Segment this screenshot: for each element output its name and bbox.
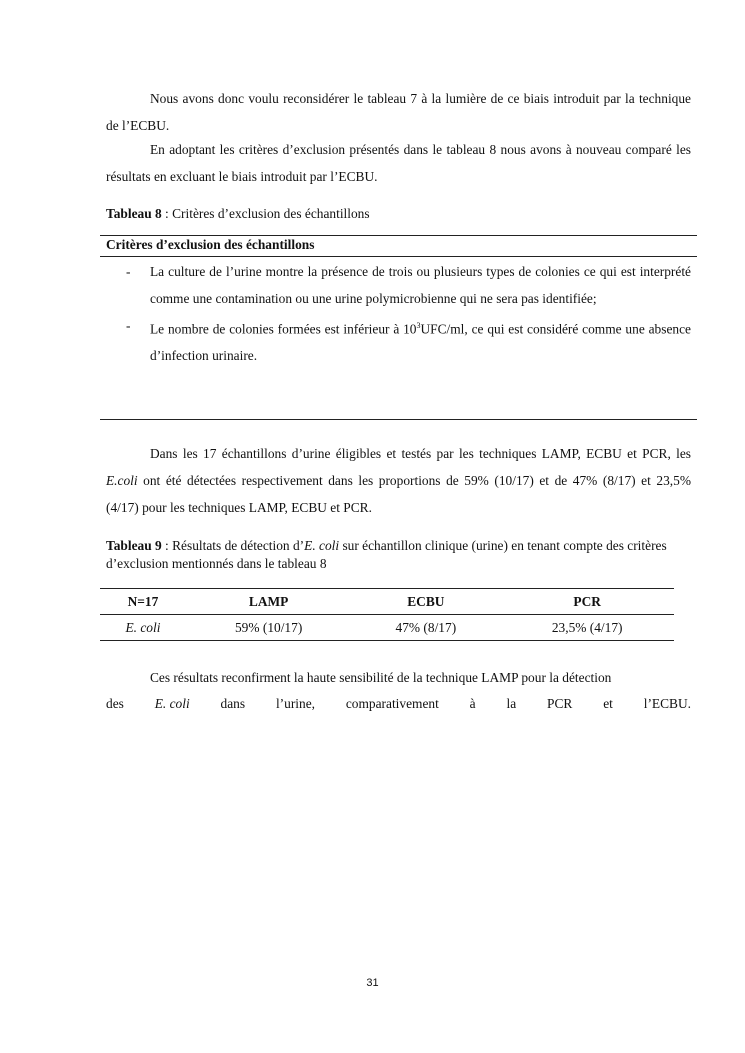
conclusion-word: l’urine, bbox=[275, 696, 315, 711]
conclusion-word: la bbox=[506, 696, 517, 711]
conclusion-line-2 bbox=[106, 690, 691, 717]
conclusion-word: comparativement bbox=[345, 696, 439, 711]
conclusion-word: l’ECBU. bbox=[643, 696, 691, 711]
table9-header-ecbu: ECBU bbox=[351, 589, 500, 615]
table8-caption-text: : Critères d’exclusion des échantillons bbox=[161, 206, 370, 221]
conclusion-line-1: Ces résultats reconfirment la haute sensibilité de la technique LAMP pour la détection bbox=[150, 670, 612, 685]
table9-caption-a: : Résultats de détection d’ bbox=[161, 538, 305, 553]
table9-caption bbox=[106, 537, 691, 573]
table8-caption-label: Tableau 8 bbox=[106, 206, 162, 221]
list-dash: - bbox=[126, 264, 131, 279]
table9-cell-pcr: 23,5% (4/17) bbox=[500, 615, 674, 641]
table9-header-n: N=17 bbox=[100, 589, 186, 615]
criterion-exponent: 3 bbox=[416, 321, 421, 330]
table8-header: Critères d’exclusion des échantillons bbox=[106, 237, 315, 252]
conclusion-word: et bbox=[603, 696, 613, 711]
results-text-a: Dans les 17 échantillons d’urine éligibles et testés par les techniques LAMP, ECBU et PCR, les bbox=[150, 446, 691, 461]
criterion-text-before: Le nombre de colonies formées est inférieur à 10 bbox=[150, 321, 417, 337]
list-dash: - bbox=[126, 318, 131, 333]
results-species: E.coli bbox=[106, 473, 138, 488]
intro-paragraph-1: Nous avons donc voulu reconsidérer le tableau 7 à la lumière de ce biais introduit par la technique de l’ECBU. bbox=[106, 91, 691, 133]
table-row bbox=[100, 615, 674, 641]
table8-top-rule bbox=[100, 235, 697, 236]
criterion-text-after: UFC/ml, ce qui est considéré comme une absence d’infection urinaire. bbox=[150, 321, 691, 364]
table8-caption bbox=[106, 205, 691, 223]
conclusion-word: à bbox=[469, 696, 476, 711]
conclusion-word: PCR bbox=[547, 696, 573, 711]
conclusion-word: des bbox=[106, 696, 124, 711]
criterion-item bbox=[106, 312, 691, 369]
table9-header-lamp: LAMP bbox=[186, 589, 351, 615]
table9-caption-species: E. coli bbox=[304, 538, 340, 553]
table9-header-row bbox=[100, 589, 674, 615]
results-text-b: ont été détectées respectivement dans les proportions de 59% (10/17) et de 47% (8/17) et 23,5% (4/17) pour les techniques LAMP, ECBU et PCR. bbox=[106, 473, 691, 515]
conclusion-word: dans bbox=[220, 696, 246, 711]
table9-caption-label: Tableau 9 bbox=[106, 538, 162, 553]
results-paragraph bbox=[106, 440, 691, 521]
table9-caption-b: sur échantillon clinique (urine) en tenant compte des critères d’exclusion mentionnés dans le tableau 8 bbox=[106, 538, 667, 571]
criterion-item bbox=[106, 258, 691, 312]
table8-header-rule bbox=[100, 256, 697, 257]
intro-paragraph-2: En adoptant les critères d’exclusion présentés dans le tableau 8 nous avons à nouveau comparé les résultats en excluant le biais introduit par l’ECBU. bbox=[106, 142, 691, 184]
page-number: 31 bbox=[366, 977, 379, 989]
exclusion-criteria-list bbox=[106, 258, 691, 369]
conclusion-species: E. coli bbox=[154, 696, 190, 711]
criterion-text: La culture de l’urine montre la présence de trois ou plusieurs types de colonies ce qui est interprété comme une contamination ou une urine polymicrobienne qui ne sera pas identifiée; bbox=[150, 264, 691, 306]
table9-header-pcr: PCR bbox=[500, 589, 674, 615]
table9-cell-ecbu: 47% (8/17) bbox=[351, 615, 500, 641]
table9-cell-lamp: 59% (10/17) bbox=[186, 615, 351, 641]
table9-cell-species: E. coli bbox=[100, 615, 186, 641]
table9-results bbox=[100, 588, 674, 641]
table8-bottom-rule bbox=[100, 419, 697, 420]
